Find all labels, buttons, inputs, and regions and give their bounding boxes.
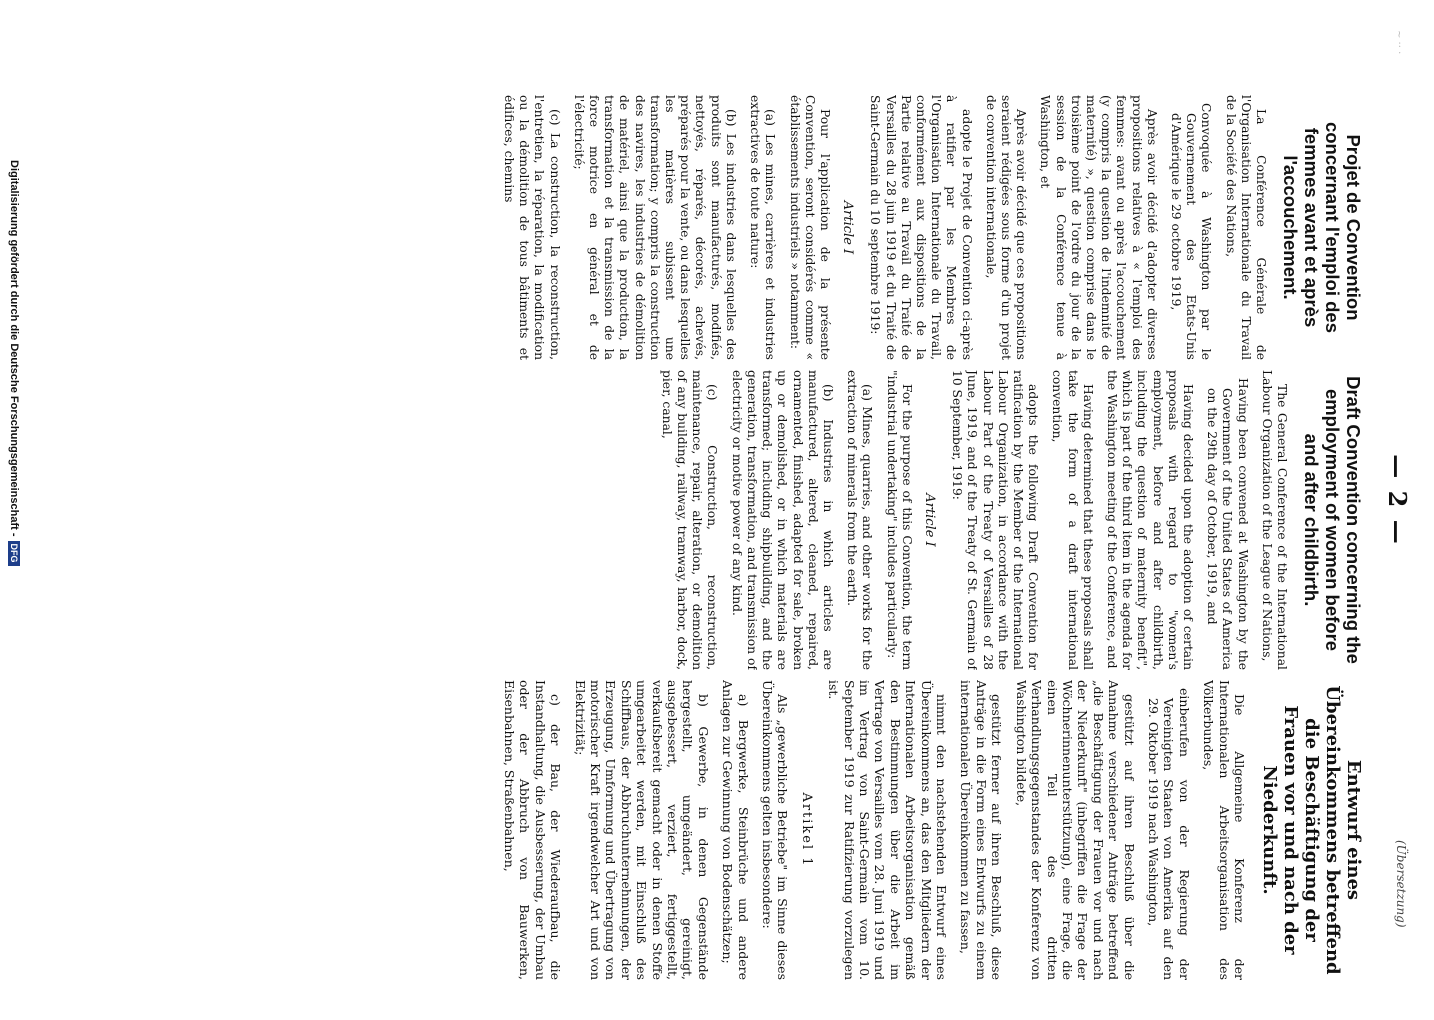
french-item: (a) Les mines, carrières et industries extractives de toute nature: (748, 95, 778, 360)
german-title: Entwurf eines Übereinkommens betreffend die Beschäftigung der Frauen vor und nach der Niederkunft. (1259, 685, 1364, 975)
footer-text: Digitalisierung gefördert durch die Deutsche Forschungsgemeinschaft - (8, 160, 21, 537)
english-column (324, 370, 1364, 670)
english-paragraph: The General Conference of the International Labour Organization of the League of Nations, (1259, 370, 1289, 670)
french-paragraph: Après avoir décidé d'adopter diverses propositions relatives à « l'emploi des femmes: avant ou après l'accouchement (y compris la question de l'indemnité de maternité) », question comprise dans le troisième point de l'ordre du jour de la session de la Conférence tenue à Washington, et (1038, 95, 1159, 360)
german-article-intro: Als „gewerbliche Betriebe" im Sinne dieses Übereinkommens gelten insbesondere: (760, 680, 791, 980)
english-item: (b) Industries in which articles are manufactured, altered, cleaned, repaired, ornamented, finished, adapted for sale, broken up or demolished, or in which materials are transformed; including shipbuilding, and the generation, transformation, and transmission of electricity or motive power of any kind. (729, 370, 835, 670)
german-paragraph: einberufen von der Regierung der Vereinigten Staaten von Amerika auf den 29. Oktober 1919 nach Washington, (1145, 688, 1192, 980)
english-paragraph: Having been convened at Washington by the Government of the United States of America on the 29th day of October, 1919, and (1205, 378, 1250, 670)
french-article-heading: Article I (840, 200, 856, 255)
french-paragraph: Convoquée à Washington par le Gouvernement des Etats-Unis d'Amérique le 29 octobre 1919, (1168, 103, 1214, 360)
french-article-intro: Pour l'application de la présente Convention, seront considérés comme « établissements industriels » notamment: (787, 95, 832, 360)
french-paragraph: adopte le Projet de Convention ci-après à ratifier par les Membres de l'Organisation Internationale du Travail, conformément aux dispositions de la Partie relative au Travail du Traité de Versailles du 28 juin 1919 et du Traité de Saint-Germain du 10 septembre 1919: (868, 95, 974, 360)
french-paragraph: Après avoir décidé que ces propositions seraient rédigées sous forme d'un projet de convention internationale, (983, 95, 1029, 360)
english-paragraph: adopts the following Draft Convention for ratification by the Member of the International Labour Organization, in accordance with the Labour Part of the Treaty of Versailles of 28 June, 1919, and of the Treaty of St. Germain of 10 September, 1919: (950, 370, 1041, 670)
german-paragraph: gestützt ferner auf ihren Beschluß, diese Anträge in die Form eines Entwurfs zu einem internationalen Übereinkommen zu fassen, (958, 680, 1005, 980)
german-item: b) Gewerbe, in denen Gegenstände hergestellt, umgeändert, gereinigt, ausgebessert, verziert, fertiggestellt, verkaufsbereit gemacht oder in denen Stoffe umgearbeitet werden, mit Einschluß des Schiffbaus, der Abbruchunternehmungen, der Erzeugung, Umformung und Übertragung von motorischer Kraft irgendwelcher Art und von Elektrizität; (572, 680, 711, 980)
english-paragraph: Having determined that these proposals shall take the form of a draft international convention, (1050, 370, 1095, 670)
german-paragraph: Die Allgemeine Konferenz der Internationalen Arbeitsorganisation des Völkerbundes, (1201, 680, 1247, 980)
translation-note: (Übersetzung) (1394, 840, 1408, 928)
french-paragraph: La Conférence Générale de l'Organisation Internationale du Travail de la Société des Nations, (1223, 95, 1268, 360)
french-item: (c) La construction, la reconstruction, l'entretien, la réparation, la modification ou la démolition de tous bâtiments et édifices, chemins (502, 95, 562, 360)
german-article-heading: Artikel 1 (798, 792, 814, 868)
dfg-logo: DFG (8, 541, 20, 566)
german-item: a) Bergwerke, Steinbrüche und andere Anlagen zur Gewinnung von Bodenschätzen; (720, 680, 751, 980)
scan-mark: ~ ·· · (1393, 30, 1404, 55)
german-item: c) der Bau, der Wiederaufbau, die Instandhaltung, die Ausbesserung, der Umbau oder der Abbruch von Bauwerken, Eisenbahnen, Straßenbahnen, (501, 680, 564, 980)
french-column (324, 95, 1364, 360)
digitization-footer (8, 160, 20, 1020)
english-article-heading: Article I (921, 493, 937, 547)
english-article-intro: For the purpose of this Convention, the term "industrial undertaking" includes particularly: (884, 370, 914, 670)
french-title: Projet de Convention concernant l'emploi des femmes avant et après l'accouchement. (1280, 121, 1364, 334)
german-column (324, 680, 1364, 980)
french-item: (b) Les industries dans lesquelles des produits sont manufacturés, modifiés, nettoyés, réparés, décorés, achevés, préparés pour la vente, ou dans lesquelles les matières subissent une transformation; y compris la construction des navires, les industries de démolition de matériel, ainsi que la production, la transformation et la transmission de la force motrice en général et de l'électricité; (571, 95, 738, 360)
german-paragraph: gestützt auf ihren Beschluß über die Annahme verschiedener Anträge betreffend „die Beschäftigung der Frauen vor und nach der Niederkunft" (inbegriffen die Frage der Wöchnerinnenunterstützung), eine Frage, die einen Teil des dritten Verhandlungsgegenstandes der Konferenz von Washington bildete, (1013, 680, 1137, 980)
english-item: (a) Mines, quarries, and other works for the extraction of minerals from the earth. (845, 370, 875, 670)
english-title: Draft Convention concerning the employment of women before and after childbirth. (1301, 376, 1364, 664)
page-number: — 2 — (1383, 454, 1412, 546)
german-paragraph: nimmt den nachstehenden Entwurf eines Übereinkommens an, das den Mitgliedern der Internationalen Arbeitsorganisation gemäß den Bestimmungen über die Arbeit im Vertrage von Versailles vom 28. Juni 1919 und im Vertrag von Saint-Germain vom 10. September 1919 zur Ratifizierung vorzulegen ist. (826, 680, 950, 980)
running-header (1378, 0, 1418, 1000)
english-paragraph: Having decided upon the adoption of certain proposals with regard to "women's employment, before and after childbirth, including the question of maternity benefit", which is part of the third item in the agenda for the Washington meeting of the Conference, and (1104, 370, 1195, 670)
english-item: (c) Construction, reconstruction, maintenance, repair, alteration, or demolition of any building, railway, tramway, harbor, dock, pier, canal, (659, 370, 720, 670)
